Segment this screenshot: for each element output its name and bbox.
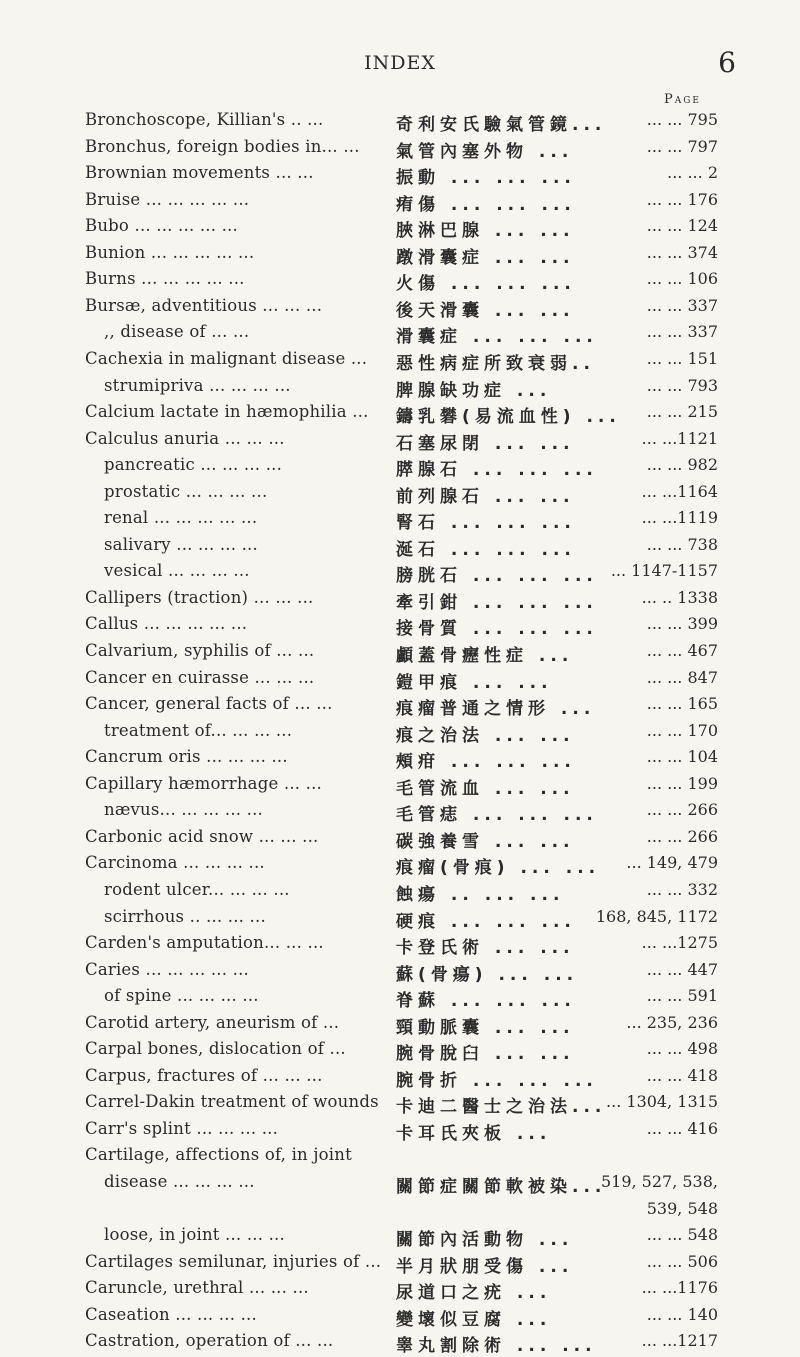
entry-term: Calcium lactate in hæmophilia ... [85, 402, 369, 422]
entry-term: Bronchoscope, Killian's .. ... [85, 110, 324, 129]
entry-term: Carrel-Dakin treatment of wounds [85, 1092, 379, 1112]
entry-page-ref: ... ... 793 [646, 375, 718, 395]
entry-chinese-term: 碳強養雪 ... ... [396, 831, 575, 852]
header-title: INDEX [364, 52, 436, 74]
entry-chinese-term: 惡性病症所致衰弱.. [396, 353, 595, 374]
index-entry [0, 721, 800, 747]
entry-page-ref: ... ... 266 [646, 826, 718, 846]
index-entry [0, 535, 800, 561]
entry-page-ref: ... ... 215 [646, 402, 718, 422]
index-entry [0, 482, 800, 508]
entry-term: Caruncle, urethral ... ... ... [85, 1278, 309, 1298]
entry-chinese-term: 石塞尿閉 ... ... [396, 433, 575, 454]
entry-term: Cancer, general facts of ... ... [85, 694, 333, 714]
index-entry [0, 986, 800, 1012]
index-entry [0, 1092, 800, 1118]
entry-chinese-term: 頰疳 ... ... ... [396, 752, 576, 773]
entry-chinese-term: 痕瘤(骨痕) ... ... [396, 858, 601, 879]
index-entry [0, 668, 800, 694]
index-entry [0, 1119, 800, 1145]
entry-chinese-term: 膀胱石 ... ... ... [396, 566, 598, 587]
entry-page-ref: ... .. 1338 [641, 587, 718, 607]
entry-chinese-term: 脾腺缺功症 ... [396, 380, 552, 401]
entry-page-ref: ... ... 399 [646, 614, 718, 634]
entry-page-ref: ... ... 151 [646, 348, 718, 368]
entry-term: Cachexia in malignant disease ... [85, 348, 368, 368]
index-entry [0, 907, 800, 933]
entry-chinese-term: 前列腺石 ... ... [396, 486, 575, 507]
entry-page-ref: ... ... 170 [646, 720, 718, 740]
entry-term: Carcinoma ... ... ... ... [85, 853, 265, 873]
entry-term: scirrhous .. ... ... ... [104, 906, 266, 926]
entry-chinese-term: 卡耳氏夾板 ... [396, 1123, 552, 1144]
entry-term: Caseation ... ... ... ... [85, 1304, 257, 1324]
entry-page-ref: ... ...1176 [641, 1278, 718, 1298]
entry-term: Caries ... ... ... ... ... [85, 959, 249, 979]
entry-chinese-term: 毛管流血 ... ... [396, 778, 575, 799]
entry-term: Bunion ... ... ... ... ... [85, 242, 255, 262]
index-entry [0, 190, 800, 216]
entry-page-ref: ... ... 140 [646, 1304, 718, 1324]
entry-term: Carotid artery, aneurism of ... [85, 1012, 340, 1032]
entry-term: treatment of... ... ... ... [104, 720, 293, 740]
entry-term: vesical ... ... ... ... [104, 561, 250, 581]
entry-chinese-term: 火傷 ... ... ... [396, 274, 576, 295]
entry-term: Callus ... ... ... ... ... [85, 614, 248, 634]
entry-chinese-term: 蝕瘍 .. ... ... [396, 884, 565, 905]
entry-page-ref: ... 1304, 1315 [606, 1092, 718, 1112]
entry-chinese-term: 奇利安氏驗氣管鏡... [396, 115, 607, 135]
entry-term: disease ... ... ... ... [104, 1172, 255, 1191]
entry-term: loose, in joint ... ... ... [104, 1225, 285, 1245]
entry-term: strumipriva ... ... ... ... [104, 375, 291, 395]
entry-chinese-term: 脊蘇 ... ... ... [396, 991, 576, 1012]
entry-chinese-term: 硬痕 ... ... ... [396, 911, 576, 932]
entry-page-ref: ... ... 506 [646, 1251, 718, 1271]
entry-page-ref: ... ... 374 [646, 242, 718, 262]
entry-page-ref: ... ... 416 [646, 1118, 718, 1138]
entry-page-ref: ... ... 797 [646, 136, 718, 156]
index-entry [0, 561, 800, 587]
entry-page-ref: ... ... 124 [646, 216, 718, 236]
index-entry [0, 269, 800, 295]
entry-page-ref: ... ...1121 [641, 428, 718, 448]
entry-chinese-term: 氣管內塞外物 ... [396, 141, 574, 162]
index-entry [0, 641, 800, 667]
index-entry [0, 349, 800, 375]
entry-term: Cancrum oris ... ... ... ... [85, 747, 288, 767]
entry-page-ref: ... ... 795 [646, 110, 718, 129]
index-entry [0, 1145, 800, 1171]
page-number: 6 [718, 46, 736, 79]
entry-term: ,, disease of ... ... [104, 322, 250, 342]
entry-page-ref: ... 235, 236 [626, 1012, 718, 1032]
index-entry [0, 402, 800, 428]
entry-chinese-term: 腕骨折 ... ... ... [396, 1070, 598, 1091]
entry-page-ref: ... ... 548 [646, 1225, 718, 1245]
entry-page-ref: ... ... 176 [646, 189, 718, 209]
index-entry [0, 747, 800, 773]
entry-term: prostatic ... ... ... ... [104, 481, 268, 501]
entry-chinese-term: 振動 ... ... ... [396, 168, 576, 189]
entry-term: salivary ... ... ... ... [104, 534, 258, 554]
entry-page-ref: ... ... 418 [646, 1065, 718, 1085]
index-entry [0, 429, 800, 455]
entry-page-ref: ... ...1275 [641, 933, 718, 953]
entry-term: Carr's splint ... ... ... ... [85, 1118, 279, 1138]
index-entry [0, 296, 800, 322]
entry-chinese-term: 鎧甲痕 ... ... [396, 672, 553, 693]
entry-chinese-term: 牽引鉗 ... ... ... [396, 592, 598, 613]
entry-chinese-term: 後天滑囊 ... ... [396, 300, 575, 321]
entry-term: Carpal bones, dislocation of ... [85, 1039, 346, 1059]
entry-page-ref: ... ... 738 [646, 534, 718, 554]
index-entry [0, 588, 800, 614]
entry-chinese-term: 滑囊症 ... ... ... [396, 327, 598, 348]
index-entry [0, 1305, 800, 1331]
entry-chinese-term: 痕之治法 ... ... [396, 725, 575, 746]
entry-term: of spine ... ... ... ... [104, 986, 259, 1006]
entry-chinese-term: 腕骨脫臼 ... ... [396, 1044, 575, 1065]
index-entry [0, 1066, 800, 1092]
entry-term: Castration, operation of ... ... [85, 1331, 334, 1351]
entry-chinese-term: 腎石 ... ... ... [396, 513, 576, 534]
index-entry [0, 243, 800, 269]
index-entry [0, 614, 800, 640]
index-entry [0, 827, 800, 853]
index-entry [0, 1199, 800, 1225]
entry-page-ref: ... ... 2 [667, 163, 718, 183]
entry-chinese-term: 毛管痣 ... ... ... [396, 805, 598, 826]
index-entry [0, 853, 800, 879]
entry-term: Capillary hæmorrhage ... ... [85, 773, 322, 793]
entry-chinese-term: 蹾滑囊症 ... ... [396, 247, 575, 268]
entry-chinese-term: 蘇(骨瘍) ... ... [396, 964, 579, 985]
entry-chinese-term: 關節內活動物 ... [396, 1230, 574, 1251]
index-entry [0, 1013, 800, 1039]
index-entry [0, 322, 800, 348]
entry-chinese-term: 膵腺石 ... ... ... [396, 460, 598, 481]
entry-term: pancreatic ... ... ... ... [104, 455, 283, 475]
entry-chinese-term: 睾丸割除術 ... ... [396, 1336, 597, 1357]
entry-page-ref: ... ... 332 [646, 879, 718, 899]
entry-page-ref: ... ... 591 [646, 986, 718, 1006]
index-entry [0, 376, 800, 402]
index-entry [0, 455, 800, 481]
entry-chinese-term: 尿道口之疣 ... [396, 1283, 552, 1304]
entry-page-ref: 168, 845, 1172 [595, 906, 718, 926]
entry-term: Bubo ... ... ... ... ... [85, 216, 238, 236]
entry-chinese-term: 關節症關節軟被染... [396, 1177, 607, 1197]
entry-term: Carden's amputation... ... ... [85, 933, 324, 953]
entry-term: Brownian movements ... ... [85, 163, 314, 183]
index-entry [0, 800, 800, 826]
entry-page-ref: ... ... 337 [646, 322, 718, 342]
entry-page-ref: ... ...1164 [641, 481, 718, 501]
entry-chinese-term: 涎石 ... ... ... [396, 539, 576, 560]
entry-page-ref: 539, 548 [646, 1198, 718, 1218]
entry-chinese-term: 變壞似豆腐 ... [396, 1309, 552, 1330]
index-entry [0, 137, 800, 163]
entry-term: Carbonic acid snow ... ... ... [85, 826, 319, 846]
index-entry [0, 508, 800, 534]
entry-term: Callipers (traction) ... ... ... [85, 587, 314, 607]
entry-page-ref: ... ... 447 [646, 959, 718, 979]
entry-term: Burns ... ... ... ... ... [85, 269, 245, 289]
entry-page-ref: ... ... 337 [646, 295, 718, 315]
entry-term: Carpus, fractures of ... ... ... [85, 1065, 323, 1085]
entry-page-ref: ... 1147-1157 [610, 561, 718, 581]
entry-page-ref: ... ... 266 [646, 800, 718, 820]
entry-chinese-term: 脥淋巴腺 ... ... [396, 221, 575, 242]
entry-term: rodent ulcer... ... ... ... [104, 879, 290, 899]
entry-page-ref: ... ... 106 [646, 269, 718, 289]
index-entry [0, 216, 800, 242]
entry-chinese-term: 痕瘤普通之情形 ... [396, 699, 596, 720]
index-entry [0, 1225, 800, 1251]
index-entry [0, 163, 800, 189]
entry-chinese-term: 痏傷 ... ... ... [396, 194, 576, 215]
entry-page-ref: ... ... 847 [646, 667, 718, 687]
entry-chinese-term: 頸動脈囊 ... ... [396, 1017, 575, 1038]
entry-chinese-term: 鑄乳礬(易流血性) ... [396, 407, 621, 428]
index-entry [0, 1331, 800, 1357]
index-entry [0, 933, 800, 959]
entry-page-ref: ... ...1119 [641, 508, 718, 528]
entry-page-ref: ... ... 982 [646, 455, 718, 475]
index-entry [0, 1172, 800, 1198]
index-entry [0, 1252, 800, 1278]
entry-chinese-term: 顱蓋骨癧性症 ... [396, 646, 574, 666]
entry-page-ref: ... ... 104 [646, 747, 718, 767]
index-entry [0, 960, 800, 986]
index-entry [0, 774, 800, 800]
entry-page-ref: ... ... 467 [646, 641, 718, 660]
index-entry [0, 110, 800, 136]
entry-term: Bruise ... ... ... ... ... [85, 189, 250, 209]
entry-term: Bronchus, foreign bodies in... ... [85, 136, 360, 156]
entry-page-ref: ... ... 165 [646, 694, 718, 714]
entry-term: Cartilage, affections of, in joint [85, 1145, 352, 1165]
entry-term: Calculus anuria ... ... ... [85, 428, 285, 448]
entry-term: Bursæ, adventitious ... ... ... [85, 295, 323, 315]
entry-page-ref: ... 149, 479 [626, 853, 718, 873]
entry-page-ref: ... ...1217 [641, 1331, 718, 1351]
entry-page-ref: ... ... 498 [646, 1039, 718, 1059]
entry-chinese-term: 卡迪二醫士之治法... [396, 1097, 607, 1118]
entry-term: renal ... ... ... ... ... [104, 508, 258, 528]
entry-chinese-term: 半月狀朋受傷 ... [396, 1256, 574, 1277]
index-entry [0, 1039, 800, 1065]
entry-term: nævus... ... ... ... ... [104, 800, 264, 820]
entry-page-ref: 519, 527, 538, [600, 1172, 718, 1191]
index-entry [0, 694, 800, 720]
entry-chinese-term: 接骨質 ... ... ... [396, 619, 598, 640]
entry-term: Cancer en cuirasse ... ... ... [85, 667, 315, 687]
index-entry [0, 1278, 800, 1304]
entry-chinese-term: 卡登氏術 ... ... [396, 938, 575, 959]
entry-term: Calvarium, syphilis of ... ... [85, 641, 315, 660]
entry-term: Cartilages semilunar, injuries of ... [85, 1251, 382, 1271]
entry-page-ref: ... ... 199 [646, 773, 718, 793]
page-column-label: Page [664, 92, 702, 107]
index-entry [0, 880, 800, 906]
